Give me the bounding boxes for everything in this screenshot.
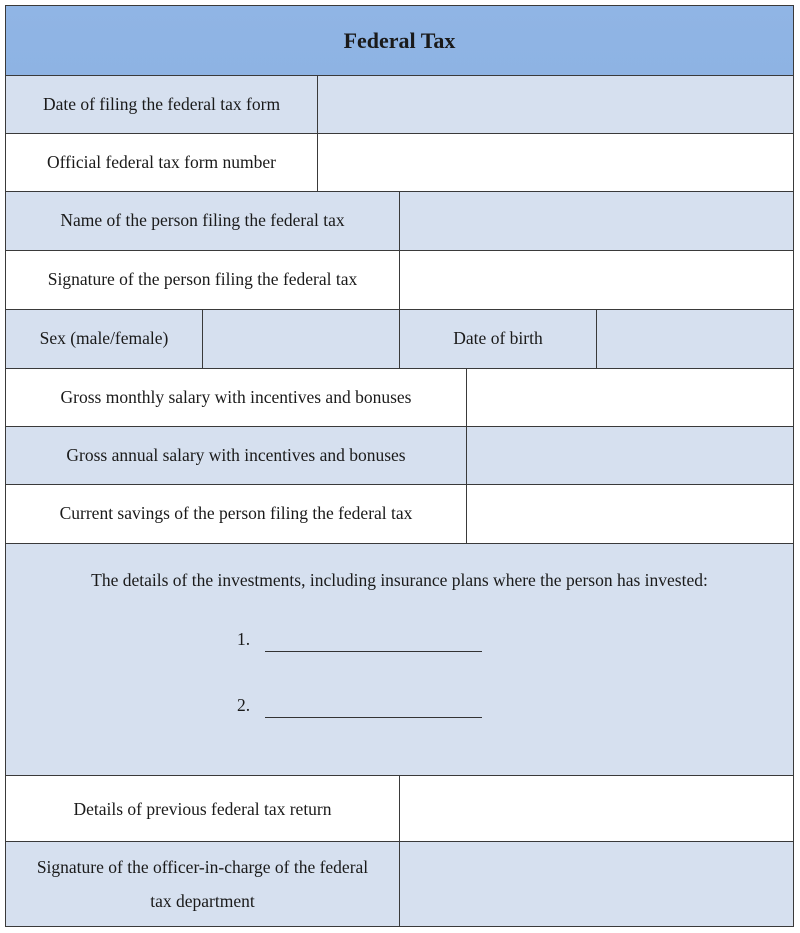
savings-label: Current savings of the person filing the federal tax xyxy=(5,484,467,544)
dob-field[interactable] xyxy=(596,309,794,369)
annual-salary-field[interactable] xyxy=(466,426,794,485)
filer-signature-label: Signature of the person filing the federal tax xyxy=(5,250,400,310)
investments-section xyxy=(5,543,794,776)
investment-line xyxy=(237,689,482,722)
investments-heading: The details of the investments, including insurance plans where the person has invested: xyxy=(91,570,708,590)
monthly-salary-field[interactable] xyxy=(466,368,794,427)
sex-label: Sex (male/female) xyxy=(5,309,203,369)
sex-field[interactable] xyxy=(202,309,400,369)
investment-blank-2[interactable] xyxy=(265,693,482,718)
form-number-label: Official federal tax form number xyxy=(5,133,318,192)
filing-date-field[interactable] xyxy=(317,75,794,134)
dob-label: Date of birth xyxy=(399,309,597,369)
previous-return-field[interactable] xyxy=(399,775,794,842)
officer-signature-line1: Signature of the officer-in-charge of the federal xyxy=(36,856,369,877)
investment-line xyxy=(237,623,482,656)
monthly-salary-label: Gross monthly salary with incentives and bonuses xyxy=(5,368,467,427)
federal-tax-form xyxy=(5,5,794,927)
previous-return-label: Details of previous federal tax return xyxy=(5,775,400,842)
filer-name-field[interactable] xyxy=(399,191,794,251)
savings-field[interactable] xyxy=(466,484,794,544)
form-number-field[interactable] xyxy=(317,133,794,192)
officer-signature-label xyxy=(5,841,400,927)
investment-blank-1[interactable] xyxy=(265,627,482,652)
investment-number: 2. xyxy=(237,694,251,715)
form-title: Federal Tax xyxy=(5,5,794,76)
officer-signature-field[interactable] xyxy=(399,841,794,927)
filer-signature-field[interactable] xyxy=(399,250,794,310)
investment-number: 1. xyxy=(237,629,251,650)
filer-name-label: Name of the person filing the federal tax xyxy=(5,191,400,251)
annual-salary-label: Gross annual salary with incentives and bonuses xyxy=(5,426,467,485)
filing-date-label: Date of filing the federal tax form xyxy=(5,75,318,134)
officer-signature-line2: tax department xyxy=(150,891,255,911)
